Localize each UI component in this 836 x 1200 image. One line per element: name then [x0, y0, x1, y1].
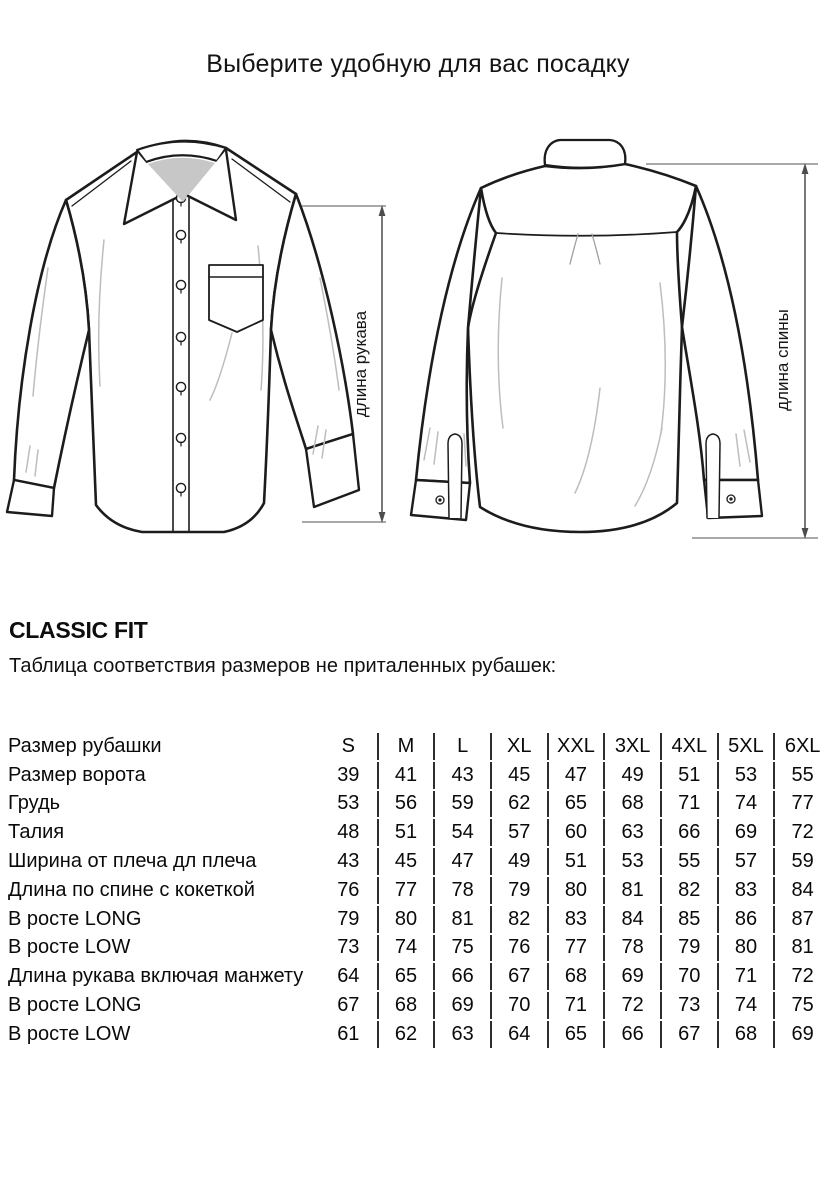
- table-row: [8, 906, 830, 933]
- row-label: В росте LOW: [8, 936, 131, 959]
- size-cell: 65: [377, 963, 434, 990]
- size-cell: 39: [337, 763, 360, 786]
- row-label: Размер рубашки: [8, 734, 162, 757]
- back-shirt-sketch: [411, 140, 762, 532]
- size-cell: 55: [773, 762, 830, 789]
- size-cell: 53: [603, 848, 660, 875]
- size-cell: 80: [377, 906, 434, 933]
- size-cell: 83: [717, 877, 774, 904]
- size-cell: 76: [337, 878, 360, 901]
- table-row: [8, 762, 830, 789]
- page-title: Выберите удобную для вас посадку: [206, 50, 630, 78]
- size-cell: 68: [547, 963, 604, 990]
- back-collar: [545, 140, 626, 168]
- size-cell: 67: [337, 994, 360, 1017]
- row-label: Грудь: [8, 792, 61, 815]
- size-cell: 74: [717, 992, 774, 1019]
- size-cell: 68: [603, 791, 660, 818]
- size-cell: 47: [547, 762, 604, 789]
- size-cell: 6XL: [773, 733, 830, 760]
- size-cell: 71: [717, 963, 774, 990]
- fit-heading: CLASSIC FIT: [9, 617, 148, 643]
- size-cell: 72: [773, 819, 830, 846]
- table-row: [8, 1021, 830, 1048]
- size-cell: 53: [717, 762, 774, 789]
- size-cell: 81: [773, 935, 830, 962]
- row-label: Талия: [8, 821, 65, 844]
- size-cell: 63: [433, 1021, 490, 1048]
- size-cell: 77: [377, 877, 434, 904]
- size-cell: 70: [660, 963, 717, 990]
- size-cell: 62: [377, 1021, 434, 1048]
- size-cell: 78: [603, 935, 660, 962]
- row-label: В росте LOW: [8, 1022, 131, 1045]
- size-cell: 69: [603, 963, 660, 990]
- row-label: В росте LONG: [8, 994, 142, 1017]
- table-row: [8, 733, 830, 760]
- size-cell: 69: [433, 992, 490, 1019]
- size-cell: 74: [377, 935, 434, 962]
- size-cell: 71: [660, 791, 717, 818]
- shirt-diagrams: [0, 128, 836, 603]
- size-cell: 75: [773, 992, 830, 1019]
- size-cell: 82: [490, 906, 547, 933]
- chest-pocket: [209, 265, 263, 332]
- size-cell: 71: [547, 992, 604, 1019]
- size-cell: 68: [377, 992, 434, 1019]
- size-cell: 82: [660, 877, 717, 904]
- front-shirt-sketch: [7, 141, 359, 532]
- size-cell: 65: [547, 791, 604, 818]
- size-cell: 57: [490, 819, 547, 846]
- table-row: [8, 791, 830, 818]
- size-cell: 69: [773, 1021, 830, 1048]
- size-cell: 83: [547, 906, 604, 933]
- size-cell: 51: [377, 819, 434, 846]
- table-caption: Таблица соответствия размеров не приталенных рубашек:: [9, 655, 557, 677]
- row-label: Длина по спине с кокеткой: [8, 878, 255, 901]
- size-cell: 86: [717, 906, 774, 933]
- size-cell: S: [341, 734, 355, 757]
- size-table-body: [8, 733, 830, 1048]
- size-cell: 59: [773, 848, 830, 875]
- size-cell: 65: [547, 1021, 604, 1048]
- sleeve-length-label: длина рукава: [351, 310, 370, 418]
- size-cell: 72: [603, 992, 660, 1019]
- size-cell: 63: [603, 819, 660, 846]
- size-cell: 56: [377, 791, 434, 818]
- row-label: Размер ворота: [8, 763, 146, 786]
- size-cell: 66: [603, 1021, 660, 1048]
- size-cell: 69: [717, 819, 774, 846]
- size-cell: 64: [337, 965, 360, 988]
- size-cell: 41: [377, 762, 434, 789]
- size-cell: 45: [377, 848, 434, 875]
- size-cell: L: [433, 733, 490, 760]
- table-row: [8, 992, 830, 1019]
- table-row: [8, 819, 830, 846]
- size-cell: 43: [433, 762, 490, 789]
- size-cell: 66: [660, 819, 717, 846]
- size-cell: 51: [547, 848, 604, 875]
- size-cell: 61: [337, 1022, 360, 1045]
- size-cell: 70: [490, 992, 547, 1019]
- table-row: [8, 877, 830, 904]
- size-cell: 4XL: [660, 733, 717, 760]
- size-cell: 67: [660, 1021, 717, 1048]
- back-length-label: длина спины: [773, 309, 792, 411]
- size-cell: 47: [433, 848, 490, 875]
- size-cell: 67: [490, 963, 547, 990]
- size-cell: 49: [603, 762, 660, 789]
- table-row: [8, 848, 830, 875]
- size-cell: 87: [773, 906, 830, 933]
- row-label: Длина рукава включая манжету: [8, 965, 304, 988]
- size-cell: 73: [660, 992, 717, 1019]
- size-cell: 79: [490, 877, 547, 904]
- size-cell: 72: [773, 963, 830, 990]
- size-cell: M: [377, 733, 434, 760]
- row-label: В росте LONG: [8, 907, 142, 930]
- size-cell: 76: [490, 935, 547, 962]
- size-cell: 55: [660, 848, 717, 875]
- row-label: Ширина от плеча дл плеча: [8, 850, 257, 873]
- size-cell: 74: [717, 791, 774, 818]
- size-cell: 80: [547, 877, 604, 904]
- size-cell: 49: [490, 848, 547, 875]
- size-cell: 62: [490, 791, 547, 818]
- table-row: [8, 963, 830, 990]
- size-cell: 84: [773, 877, 830, 904]
- size-cell: 66: [433, 963, 490, 990]
- table-row: [8, 935, 830, 962]
- size-cell: 84: [603, 906, 660, 933]
- size-cell: 79: [660, 935, 717, 962]
- size-cell: 45: [490, 762, 547, 789]
- size-cell: 60: [547, 819, 604, 846]
- size-cell: XL: [490, 733, 547, 760]
- size-cell: 43: [337, 850, 360, 873]
- size-cell: 81: [433, 906, 490, 933]
- size-cell: 75: [433, 935, 490, 962]
- size-cell: 53: [337, 792, 360, 815]
- size-cell: 79: [337, 907, 360, 930]
- size-cell: 68: [717, 1021, 774, 1048]
- size-cell: XXL: [547, 733, 604, 760]
- size-cell: 5XL: [717, 733, 774, 760]
- size-table: [8, 731, 830, 1050]
- size-cell: 78: [433, 877, 490, 904]
- size-cell: 73: [337, 936, 360, 959]
- size-cell: 85: [660, 906, 717, 933]
- size-cell: 77: [547, 935, 604, 962]
- size-cell: 54: [433, 819, 490, 846]
- size-cell: 51: [660, 762, 717, 789]
- size-cell: 48: [337, 821, 360, 844]
- size-cell: 81: [603, 877, 660, 904]
- size-cell: 3XL: [603, 733, 660, 760]
- size-cell: 80: [717, 935, 774, 962]
- size-cell: 64: [490, 1021, 547, 1048]
- size-cell: 59: [433, 791, 490, 818]
- size-cell: 57: [717, 848, 774, 875]
- size-cell: 77: [773, 791, 830, 818]
